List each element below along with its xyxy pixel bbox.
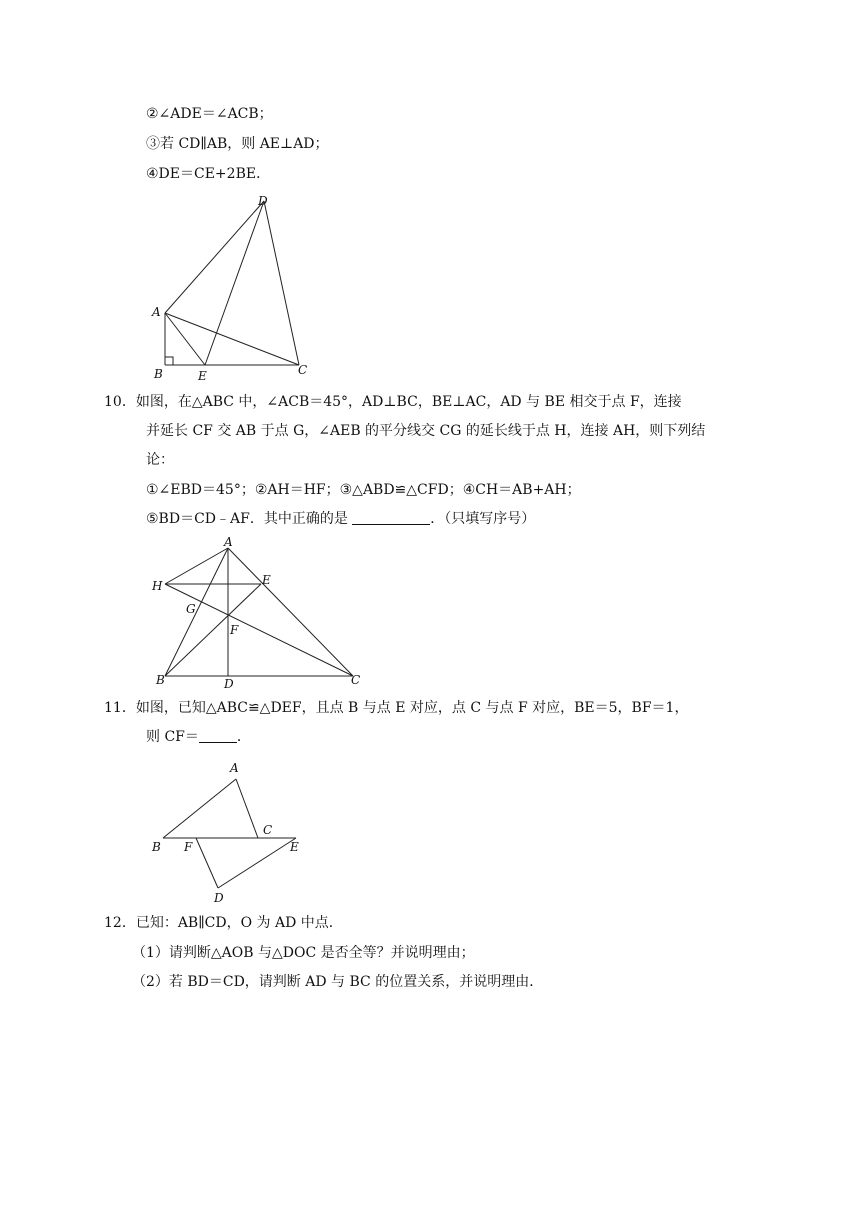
q11-label-F: F: [184, 840, 193, 854]
q10-line-5-prefix: ⑤BD＝CD﹣AF．其中正确的是: [146, 511, 353, 527]
q11-label-C: C: [263, 823, 273, 837]
q10-label-A: A: [224, 535, 233, 549]
q10-label-H: H: [152, 579, 163, 593]
q9-label-B: B: [154, 367, 163, 381]
q9-label-A: A: [152, 305, 161, 319]
q10-label-C: C: [351, 673, 361, 687]
q11-line-2: [146, 727, 251, 747]
q9-item-2: ②∠ADE＝∠ACB；: [146, 106, 273, 122]
q10-line-4: ①∠EBD＝45°；②AH＝HF；③△ABD≌△CFD；④CH＝AB+AH；: [146, 482, 581, 498]
q10-line-5-suffix: ．（只填写序号）: [430, 511, 536, 527]
q11-label-B: B: [152, 840, 161, 854]
q9-item-4: ④DE＝CE+2BE．: [146, 166, 271, 182]
q11-line-1: 11．如图，已知△ABC≌△DEF，且点 B 与点 E 对应，点 C 与点 F 对应，BE＝5，BF＝1，: [104, 700, 689, 716]
q10-line-3: 论：: [146, 452, 174, 468]
q9-label-D: D: [258, 194, 268, 208]
q10-figure: [148, 535, 368, 691]
q12-line-3: （2）若 BD＝CD，请判断 AD 与 BC 的位置关系，并说明理由．: [132, 974, 544, 990]
q11-line-2-suffix: ．: [236, 729, 251, 745]
q9-item-3: ③若 CD∥AB，则 AE⊥AD；: [146, 136, 329, 152]
q10-label-E: E: [262, 573, 271, 587]
q11-label-E: E: [290, 840, 299, 854]
q12-line-1: 12．已知：AB∥CD，O 为 AD 中点．: [104, 915, 343, 931]
q11-label-A: A: [230, 761, 239, 775]
q9-label-E: E: [198, 369, 207, 383]
q10-answer-blank[interactable]: [352, 510, 430, 525]
q12-line-2: （1）请判断△AOB 与△DOC 是否全等？并说明理由；: [132, 945, 475, 961]
q11-line-2-prefix: 则 CF＝: [146, 729, 199, 745]
q9-figure: [140, 190, 340, 390]
q10-label-G: G: [186, 602, 196, 616]
q11-figure: [148, 758, 318, 908]
q10-label-B: B: [156, 673, 165, 687]
q10-line-5: [146, 509, 535, 529]
q10-label-F: F: [230, 623, 239, 637]
q11-label-D: D: [214, 891, 224, 905]
q10-line-1: 10．如图，在△ABC 中，∠ACB＝45°，AD⊥BC，BE⊥AC，AD 与 BE 相交于点 F，连接: [104, 394, 682, 410]
q11-answer-blank[interactable]: [199, 728, 237, 743]
q10-line-2: 并延长 CF 交 AB 于点 G，∠AEB 的平分线交 CG 的延长线于点 H，连接 AH，则下列结: [146, 423, 706, 439]
q9-label-C: C: [298, 363, 308, 377]
q10-label-D: D: [224, 677, 234, 691]
